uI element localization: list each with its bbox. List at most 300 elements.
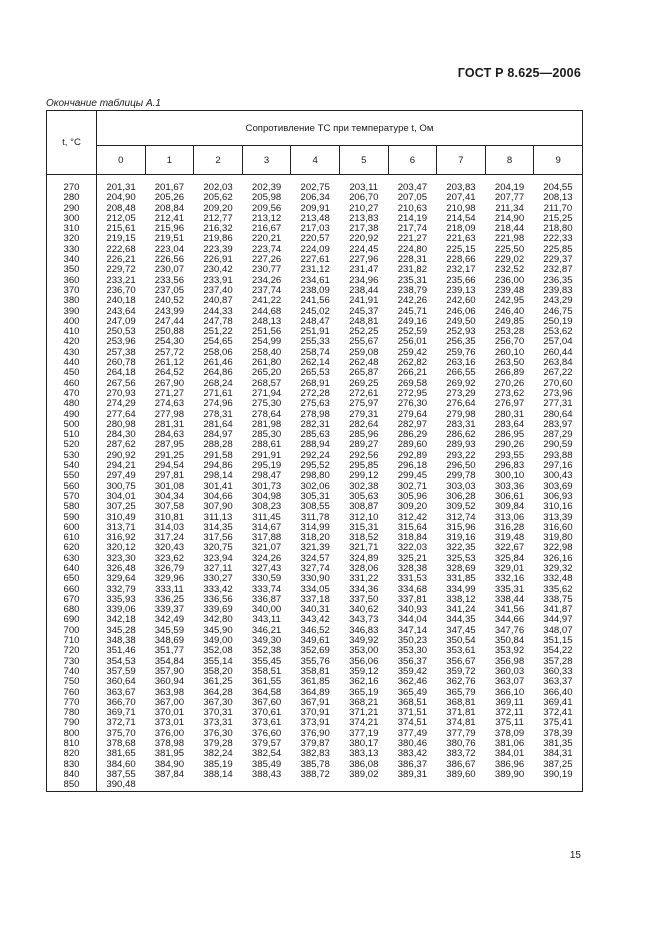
resistance-cell: 362,76 xyxy=(446,676,476,688)
resistance-cell: 257,04 xyxy=(534,337,583,347)
resistance-cell: 379,57 xyxy=(251,738,282,750)
resistance-cell: 357,90 xyxy=(154,665,185,677)
resistance-cell: 317,88 xyxy=(251,532,282,544)
resistance-cell: 345,90 xyxy=(203,624,233,636)
resistance-cell: 243,64 xyxy=(106,305,136,317)
resistance-cell: 388,43 xyxy=(251,768,282,780)
resistance-cell: 351,15 xyxy=(534,636,583,646)
temperature-cell: 360 xyxy=(47,276,97,286)
resistance-cell: 297,16 xyxy=(534,461,583,471)
resistance-cell: 344,04 xyxy=(397,614,428,626)
resistance-cell: 382,83 xyxy=(300,748,330,760)
resistance-cell: 204,19 xyxy=(494,182,525,193)
resistance-cell: 230,07 xyxy=(154,264,185,276)
resistance-cell: 222,33 xyxy=(534,234,583,244)
resistance-cell: 330,90 xyxy=(300,573,330,585)
resistance-cell: 343,42 xyxy=(300,614,330,626)
resistance-cell: 239,13 xyxy=(446,284,476,296)
resistance-cell: 355,76 xyxy=(300,655,330,667)
resistance-cell: 343,73 xyxy=(349,614,379,626)
resistance-cell: 384,31 xyxy=(534,749,583,759)
resistance-cell: 313,06 xyxy=(494,511,525,523)
resistance-cell: 273,96 xyxy=(534,389,583,399)
resistance-cell: 304,98 xyxy=(251,490,282,502)
resistance-cell: 319,16 xyxy=(446,532,476,544)
resistance-cell: 377,79 xyxy=(446,727,476,739)
column-header-8: 8 xyxy=(485,146,534,175)
resistance-cell: 245,02 xyxy=(300,305,330,317)
resistance-cell: 205,26 xyxy=(154,192,185,204)
resistance-cell: 346,21 xyxy=(251,624,282,636)
resistance-cell: 265,87 xyxy=(349,367,379,379)
resistance-cell: 378,68 xyxy=(106,738,136,750)
temperature-cell: 330 xyxy=(47,245,97,255)
resistance-cell: 296,83 xyxy=(494,460,525,472)
resistance-cell: 366,70 xyxy=(106,696,136,708)
resistance-cell: 303,03 xyxy=(446,480,476,492)
resistance-cell: 214,90 xyxy=(494,212,525,224)
resistance-cell: 275,63 xyxy=(300,398,330,410)
resistance-cell: 374,81 xyxy=(446,717,476,729)
resistance-cell: 229,02 xyxy=(494,254,525,266)
resistance-cell: 248,47 xyxy=(300,315,330,327)
resistance-cell: 213,83 xyxy=(349,212,379,224)
temperature-cell: 730 xyxy=(47,657,97,667)
resistance-cell: 334,68 xyxy=(397,583,428,595)
resistance-cell: 239,83 xyxy=(534,286,583,296)
resistance-cell: 289,93 xyxy=(446,439,476,451)
resistance-cell: 388,14 xyxy=(203,768,233,780)
resistance-cell: 375,11 xyxy=(495,717,524,729)
resistance-cell: 360,33 xyxy=(534,667,583,677)
temperature-header: t, °C xyxy=(47,111,97,175)
temperature-cell: 510 xyxy=(47,430,97,440)
resistance-cell: 278,31 xyxy=(203,408,233,420)
resistance-cell: 378,09 xyxy=(494,727,525,739)
resistance-cell: 345,28 xyxy=(106,624,136,636)
document-code: ГОСТ Р 8.625—2006 xyxy=(457,66,581,80)
resistance-cell: 231,12 xyxy=(300,264,330,276)
resistance-cell: 363,07 xyxy=(494,676,525,688)
resistance-cell: 295,19 xyxy=(251,460,282,472)
resistance-cell: 271,94 xyxy=(251,387,282,399)
resistance-cell: 389,60 xyxy=(446,768,476,780)
resistance-cell: 311,45 xyxy=(252,511,281,523)
resistance-cell: 254,65 xyxy=(203,336,233,348)
resistance-cell: 233,56 xyxy=(154,274,185,286)
resistance-cell: 209,56 xyxy=(251,202,282,214)
resistance-cell: 210,27 xyxy=(349,202,379,214)
resistance-cell: 338,12 xyxy=(446,593,476,605)
temperature-cell: 570 xyxy=(47,492,97,502)
column-header-7: 7 xyxy=(437,146,486,175)
resistance-cell: 334,99 xyxy=(446,583,476,595)
resistance-cell: 237,40 xyxy=(203,284,233,296)
resistance-cell: 265,53 xyxy=(300,367,330,379)
temperature-cell: 770 xyxy=(47,698,97,708)
resistance-cell: 273,29 xyxy=(446,387,476,399)
page-number: 15 xyxy=(569,850,581,861)
resistance-cell: 287,95 xyxy=(154,439,185,451)
resistance-cell: 297,49 xyxy=(106,470,136,482)
resistance-cell: 304,66 xyxy=(203,490,233,502)
resistance-cell: 344,66 xyxy=(494,614,525,626)
resistance-cell: 233,21 xyxy=(106,274,136,286)
table-row xyxy=(47,399,583,409)
resistance-cell: 258,06 xyxy=(203,346,233,358)
resistance-cell: 322,67 xyxy=(494,542,525,554)
temperature-cell: 540 xyxy=(47,461,97,471)
resistance-cell: 357,28 xyxy=(534,657,583,667)
resistance-cell: 389,90 xyxy=(494,768,525,780)
resistance-cell: 354,22 xyxy=(534,646,583,656)
resistance-cell: 311,78 xyxy=(300,511,330,523)
resistance-cell: 261,80 xyxy=(251,357,282,369)
resistance-cell: 218,44 xyxy=(494,223,525,235)
resistance-cell: 244,68 xyxy=(251,305,282,317)
resistance-cell: 334,36 xyxy=(349,583,379,595)
resistance-cell: 326,48 xyxy=(106,562,136,574)
temperature-cell: 670 xyxy=(47,595,97,605)
column-header-2: 2 xyxy=(194,146,243,175)
resistance-cell: 320,12 xyxy=(106,542,136,554)
resistance-cell: 225,85 xyxy=(534,245,583,255)
resistance-cell: 312,42 xyxy=(397,511,428,523)
resistance-cell: 283,31 xyxy=(446,418,476,430)
resistance-cell: 301,41 xyxy=(203,480,233,492)
resistance-cell: 205,98 xyxy=(251,192,282,204)
resistance-cell: 352,38 xyxy=(251,645,282,657)
resistance-cell: 299,45 xyxy=(397,470,428,482)
resistance-cell xyxy=(242,780,291,791)
resistance-cell xyxy=(194,780,243,791)
resistance-cell: 350,54 xyxy=(446,635,476,647)
resistance-cell: 279,98 xyxy=(446,408,476,420)
resistance-cell: 208,84 xyxy=(154,202,185,214)
resistance-cell: 372,11 xyxy=(495,707,524,719)
resistance-cell: 232,87 xyxy=(534,265,583,275)
temperature-cell: 410 xyxy=(47,327,97,337)
resistance-cell: 342,80 xyxy=(203,614,233,626)
resistance-cell: 351,77 xyxy=(154,645,185,657)
resistance-cell: 303,69 xyxy=(534,482,583,492)
resistance-cell: 202,39 xyxy=(251,182,282,193)
resistance-cell: 315,31 xyxy=(349,521,379,533)
temperature-cell: 600 xyxy=(47,523,97,533)
resistance-cell: 314,03 xyxy=(154,521,185,533)
resistance-cell: 269,92 xyxy=(446,377,476,389)
resistance-cell: 364,28 xyxy=(203,686,233,698)
resistance-cell: 317,56 xyxy=(203,532,233,544)
resistance-cell: 343,11 xyxy=(252,614,281,626)
resistance-cell: 302,71 xyxy=(397,480,428,492)
resistance-cell: 376,00 xyxy=(154,727,185,739)
resistance-cell: 368,21 xyxy=(349,696,379,708)
resistance-cell: 290,92 xyxy=(106,449,136,461)
resistance-cell: 368,81 xyxy=(446,696,476,708)
resistance-cell: 208,48 xyxy=(106,202,136,214)
resistance-cell: 276,64 xyxy=(446,398,476,410)
resistance-cell xyxy=(339,780,388,791)
resistance-cell: 251,22 xyxy=(203,326,233,338)
resistance-cell: 390,19 xyxy=(534,770,583,780)
resistance-cell: 317,24 xyxy=(154,532,185,544)
resistance-cell: 263,16 xyxy=(446,357,476,369)
resistance-cell: 323,94 xyxy=(203,552,233,564)
temperature-cell: 390 xyxy=(47,307,97,317)
resistance-cell: 203,83 xyxy=(446,182,476,193)
resistance-cell: 291,58 xyxy=(203,449,233,461)
resistance-cell: 263,50 xyxy=(494,357,525,369)
resistance-cell: 262,14 xyxy=(300,357,330,369)
resistance-cell: 235,66 xyxy=(446,274,476,286)
resistance-cell: 372,71 xyxy=(106,717,136,729)
resistance-cell: 320,43 xyxy=(154,542,185,554)
resistance-cell: 312,74 xyxy=(446,511,476,523)
resistance-cell: 332,79 xyxy=(106,583,136,595)
resistance-cell: 314,99 xyxy=(300,521,330,533)
resistance-cell: 241,22 xyxy=(251,295,282,307)
resistance-cell: 308,55 xyxy=(300,501,330,513)
resistance-cell: 338,44 xyxy=(494,593,525,605)
resistance-cell: 208,13 xyxy=(534,193,583,203)
resistance-cell: 340,93 xyxy=(397,604,428,616)
resistance-cell: 362,16 xyxy=(349,676,379,688)
resistance-cell: 285,63 xyxy=(300,429,330,441)
resistance-cell: 243,99 xyxy=(154,305,185,317)
temperature-cell: 680 xyxy=(47,605,97,615)
resistance-cell: 212,77 xyxy=(203,212,233,224)
resistance-cell: 339,06 xyxy=(106,604,136,616)
temperature-cell: 740 xyxy=(47,667,97,677)
temperature-cell: 720 xyxy=(47,646,97,656)
resistance-cell: 389,31 xyxy=(397,768,428,780)
resistance-cell: 378,39 xyxy=(534,729,583,739)
resistance-cell: 356,37 xyxy=(397,655,428,667)
resistance-cell: 337,50 xyxy=(349,593,379,605)
resistance-cell: 215,25 xyxy=(534,214,583,224)
resistance-cell: 368,51 xyxy=(397,696,428,708)
resistance-cell: 351,46 xyxy=(106,645,136,657)
resistance-cell: 211,34 xyxy=(495,202,524,214)
column-header-3: 3 xyxy=(242,146,291,175)
resistance-cell: 346,52 xyxy=(300,624,330,636)
resistance-cell: 333,42 xyxy=(203,583,233,595)
temperature-cell: 800 xyxy=(47,729,97,739)
resistance-cell: 250,19 xyxy=(534,317,583,327)
resistance-cell: 278,98 xyxy=(300,408,330,420)
resistance-cell: 269,58 xyxy=(397,377,428,389)
resistance-cell: 276,30 xyxy=(397,398,428,410)
resistance-cell: 275,30 xyxy=(251,398,282,410)
resistance-cell: 340,00 xyxy=(251,604,282,616)
resistance-cell: 327,43 xyxy=(251,562,282,574)
resistance-cell: 249,16 xyxy=(397,315,428,327)
resistance-cell: 297,81 xyxy=(154,470,185,482)
resistance-cell: 358,20 xyxy=(203,665,233,677)
resistance-cell: 336,56 xyxy=(203,593,233,605)
column-header-5: 5 xyxy=(339,146,388,175)
resistance-cell: 223,39 xyxy=(203,243,233,255)
resistance-cell: 379,28 xyxy=(203,738,233,750)
resistance-cell: 383,42 xyxy=(397,748,428,760)
resistance-cell: 324,89 xyxy=(349,552,379,564)
resistance-cell: 383,72 xyxy=(446,748,476,760)
resistance-cell: 213,12 xyxy=(251,212,282,224)
resistance-cell: 375,41 xyxy=(534,718,583,728)
resistance-cell: 218,80 xyxy=(534,224,583,234)
resistance-cell: 264,18 xyxy=(106,367,136,379)
resistance-cell: 304,01 xyxy=(106,490,136,502)
resistance-cell: 236,35 xyxy=(534,276,583,286)
resistance-cell: 306,93 xyxy=(534,492,583,502)
resistance-cell: 250,88 xyxy=(154,326,185,338)
resistance-cell: 369,71 xyxy=(106,707,136,719)
resistance-cell: 298,80 xyxy=(300,470,330,482)
resistance-cell: 375,70 xyxy=(106,727,136,739)
resistance-cell: 353,61 xyxy=(446,645,476,657)
resistance-cell: 224,09 xyxy=(300,243,330,255)
resistance-cell: 284,63 xyxy=(154,429,185,441)
resistance-cell: 358,51 xyxy=(251,665,282,677)
resistance-cell: 328,38 xyxy=(397,562,428,574)
resistance-cell: 309,20 xyxy=(397,501,428,513)
resistance-cell: 202,75 xyxy=(300,182,330,193)
resistance-cell: 294,54 xyxy=(154,460,185,472)
resistance-cell: 369,11 xyxy=(495,696,524,708)
temperature-cell: 480 xyxy=(47,399,97,409)
temperature-cell: 760 xyxy=(47,688,97,698)
resistance-cell: 231,47 xyxy=(349,264,379,276)
resistance-cell: 209,20 xyxy=(203,202,233,214)
resistance-cell: 287,62 xyxy=(106,439,136,451)
resistance-cell: 330,59 xyxy=(251,573,282,585)
resistance-cell: 305,96 xyxy=(397,490,428,502)
temperature-cell: 430 xyxy=(47,348,97,358)
resistance-cell: 369,41 xyxy=(534,698,583,708)
resistance-cell: 255,67 xyxy=(349,336,379,348)
table-row xyxy=(47,502,583,512)
table-row xyxy=(47,677,583,687)
resistance-cell: 322,98 xyxy=(534,543,583,553)
resistance-cell: 359,12 xyxy=(349,665,379,677)
resistance-cell: 340,62 xyxy=(349,604,379,616)
resistance-cell: 299,12 xyxy=(349,470,379,482)
resistance-cell: 210,98 xyxy=(446,202,476,214)
resistance-cell: 216,32 xyxy=(203,223,233,235)
resistance-cell: 294,21 xyxy=(106,460,136,472)
resistance-cell: 390,48 xyxy=(97,780,146,791)
resistance-cell: 386,67 xyxy=(446,758,476,770)
temperature-cell: 380 xyxy=(47,296,97,306)
resistance-cell: 213,48 xyxy=(300,212,330,224)
resistance-cell: 363,37 xyxy=(534,677,583,687)
resistance-cell: 244,33 xyxy=(203,305,233,317)
resistance-cell: 372,41 xyxy=(534,708,583,718)
resistance-cell: 219,86 xyxy=(203,233,233,245)
resistance-cell: 329,64 xyxy=(106,573,136,585)
resistance-cell: 287,29 xyxy=(534,430,583,440)
resistance-cell: 209,91 xyxy=(300,202,330,214)
resistance-cell: 354,84 xyxy=(154,655,185,667)
resistance-cell: 366,10 xyxy=(494,686,525,698)
table-caption: Окончание таблицы А.1 xyxy=(46,98,161,109)
temperature-cell: 780 xyxy=(47,708,97,718)
resistance-cell: 279,64 xyxy=(397,408,428,420)
resistance-cell: 274,29 xyxy=(106,398,136,410)
resistance-cell: 347,14 xyxy=(397,624,428,636)
resistance-cell: 270,60 xyxy=(534,379,583,389)
resistance-cell: 380,76 xyxy=(446,738,476,750)
resistance-group-header: Сопротивление ТС при температуре t, Ом xyxy=(97,111,583,146)
temperature-cell: 580 xyxy=(47,502,97,512)
resistance-cell: 364,89 xyxy=(300,686,330,698)
resistance-cell: 300,10 xyxy=(494,470,525,482)
resistance-cell: 241,91 xyxy=(349,295,379,307)
resistance-cell: 256,70 xyxy=(494,336,525,348)
resistance-cell: 326,79 xyxy=(154,562,185,574)
resistance-cell: 348,07 xyxy=(534,626,583,636)
temperature-cell: 700 xyxy=(47,626,97,636)
resistance-cell: 355,45 xyxy=(251,655,282,667)
resistance-cell: 228,31 xyxy=(397,254,428,266)
resistance-cell: 238,79 xyxy=(397,284,428,296)
resistance-cell: 310,16 xyxy=(534,502,583,512)
resistance-cell: 266,21 xyxy=(397,367,428,379)
resistance-cell: 217,03 xyxy=(300,223,330,235)
resistance-cell: 293,55 xyxy=(494,449,525,461)
resistance-cell: 231,82 xyxy=(397,264,428,276)
resistance-cell: 374,51 xyxy=(397,717,428,729)
resistance-cell: 264,86 xyxy=(203,367,233,379)
resistance-cell: 301,73 xyxy=(251,480,282,492)
resistance-cell: 262,48 xyxy=(349,357,379,369)
resistance-cell: 211,70 xyxy=(534,204,583,214)
resistance-cell: 322,03 xyxy=(397,542,428,554)
temperature-cell: 350 xyxy=(47,265,97,275)
resistance-cell: 227,61 xyxy=(300,254,330,266)
resistance-cell: 224,45 xyxy=(349,243,379,255)
resistance-cell: 380,17 xyxy=(349,738,379,750)
resistance-cell: 337,81 xyxy=(397,593,428,605)
resistance-cell: 373,91 xyxy=(300,717,330,729)
resistance-cell: 228,66 xyxy=(446,254,476,266)
resistance-cell: 385,49 xyxy=(251,758,282,770)
resistance-cell: 251,56 xyxy=(251,326,282,338)
column-header-0: 0 xyxy=(97,146,146,175)
resistance-cell: 258,40 xyxy=(251,346,282,358)
resistance-cell: 236,00 xyxy=(494,274,525,286)
resistance-cell: 296,50 xyxy=(446,460,476,472)
resistance-cell: 270,93 xyxy=(106,387,136,399)
resistance-cell: 246,06 xyxy=(446,305,476,317)
resistance-cell: 285,96 xyxy=(349,429,379,441)
resistance-cell: 310,81 xyxy=(154,511,185,523)
temperature-cell: 310 xyxy=(47,224,97,234)
temperature-cell: 340 xyxy=(47,255,97,265)
resistance-cell xyxy=(485,780,534,791)
resistance-cell: 338,75 xyxy=(534,595,583,605)
resistance-cell: 302,06 xyxy=(300,480,330,492)
resistance-cell: 349,61 xyxy=(300,635,330,647)
resistance-cell: 242,60 xyxy=(446,295,476,307)
resistance-cell: 314,67 xyxy=(251,521,282,533)
temperature-cell: 620 xyxy=(47,543,97,553)
resistance-cell: 242,95 xyxy=(494,295,525,307)
resistance-cell: 387,25 xyxy=(534,760,583,770)
resistance-cell: 260,10 xyxy=(494,346,525,358)
resistance-cell: 259,08 xyxy=(349,346,379,358)
